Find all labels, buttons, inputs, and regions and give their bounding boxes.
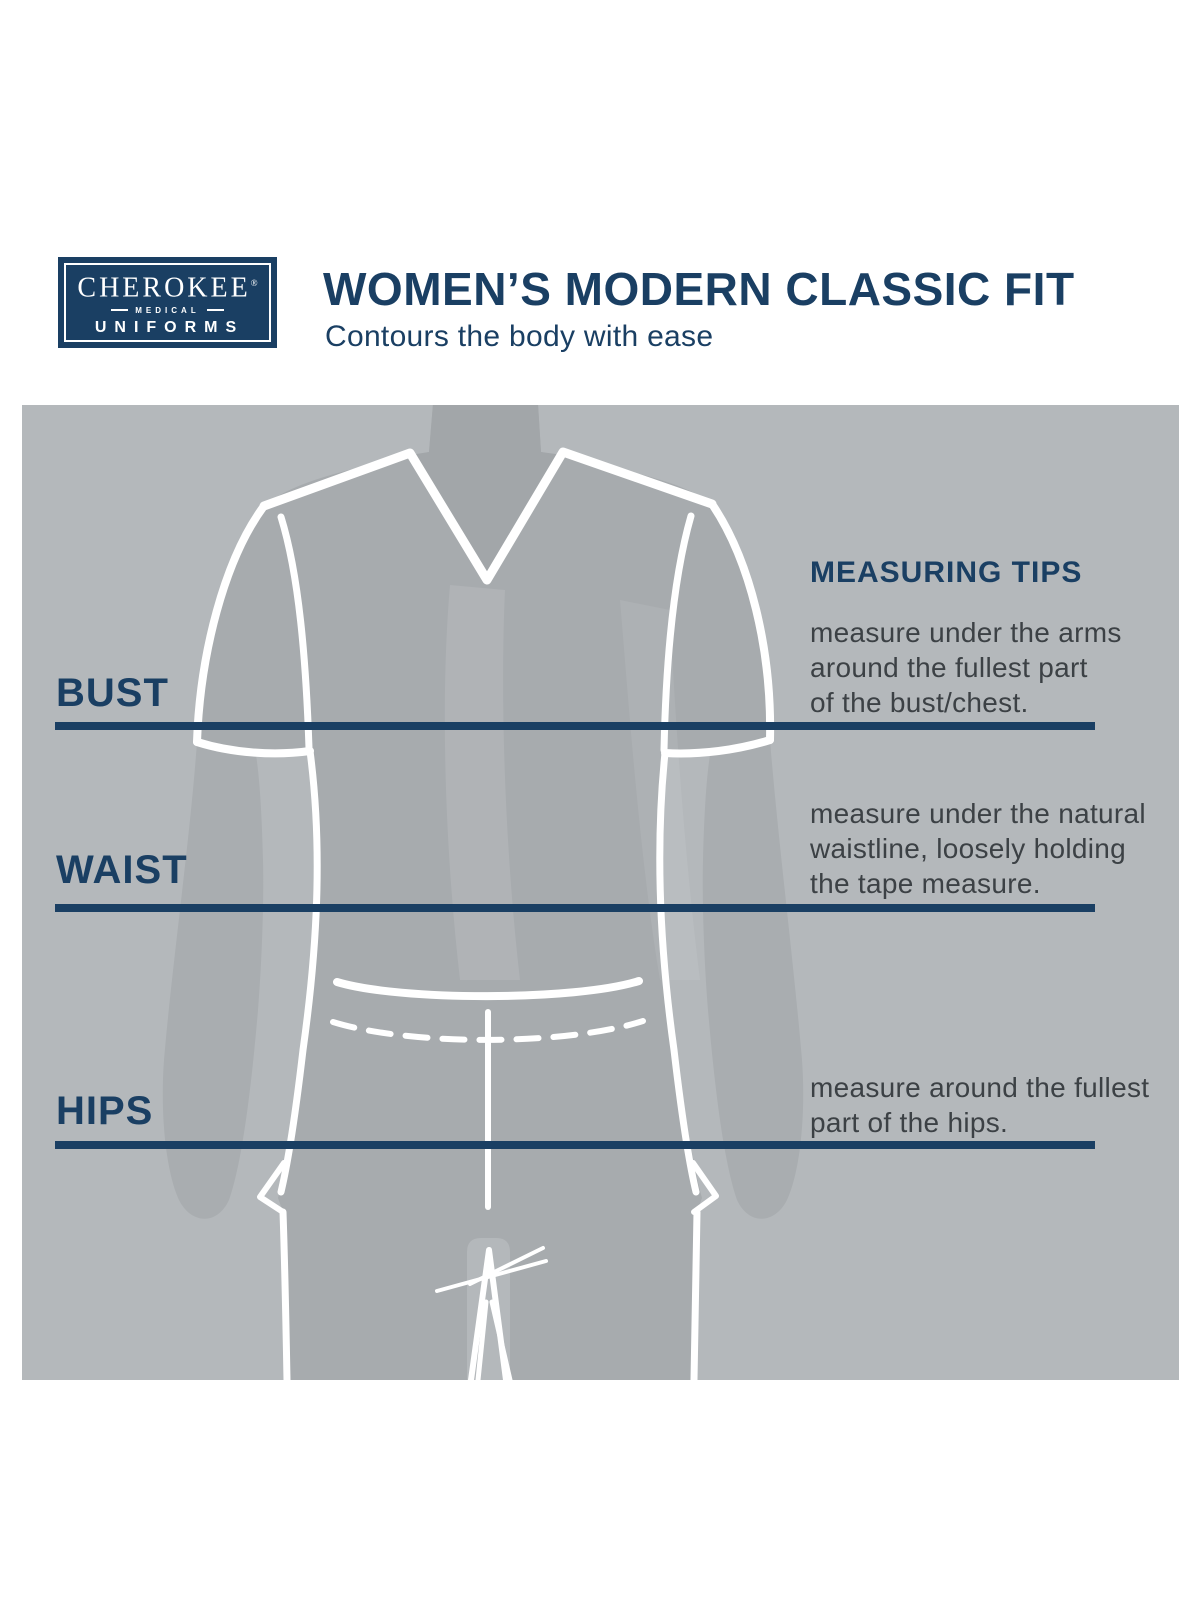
logo-brand-text: CHEROKEE <box>77 272 251 304</box>
logo-dash-right <box>207 309 224 311</box>
bust-tip <box>810 615 1122 720</box>
bust-tip-line-2: around the fullest part <box>810 652 1088 683</box>
hips-tip-line-1: measure around the fullest <box>810 1072 1150 1103</box>
bust-guide-line <box>55 722 1095 730</box>
bust-tip-line-3: of the bust/chest. <box>810 687 1029 718</box>
logo-category-label: UNIFORMS <box>94 318 245 336</box>
logo-brand-name <box>77 268 257 303</box>
waist-tip-line-3: the tape measure. <box>810 868 1041 899</box>
waist-tip <box>810 796 1146 901</box>
hips-tip-line-2: part of the hips. <box>810 1107 1009 1138</box>
cherokee-logo <box>58 257 277 348</box>
logo-division-row <box>111 306 223 315</box>
waist-guide-line <box>55 904 1095 912</box>
hips-label: HIPS <box>56 1089 154 1133</box>
right-pant-seam <box>694 1212 697 1380</box>
logo-dash-left <box>111 309 128 311</box>
page-subtitle: Contours the body with ease <box>325 320 714 353</box>
hips-guide-line <box>55 1141 1095 1149</box>
hips-tip <box>810 1070 1149 1140</box>
bust-tip-line-1: measure under the arms <box>810 617 1122 648</box>
page-title: WOMEN’S MODERN CLASSIC FIT <box>323 263 1075 315</box>
waist-label: WAIST <box>56 848 188 892</box>
logo-division-label: MEDICAL <box>135 305 200 315</box>
waist-tip-line-2: waistline, loosely holding <box>810 833 1126 864</box>
left-pant-seam <box>283 1212 287 1380</box>
measuring-tips-heading: MEASURING TIPS <box>810 556 1083 589</box>
registered-mark: ® <box>250 278 258 289</box>
bust-label: BUST <box>56 671 169 715</box>
waist-tip-line-1: measure under the natural <box>810 798 1146 829</box>
